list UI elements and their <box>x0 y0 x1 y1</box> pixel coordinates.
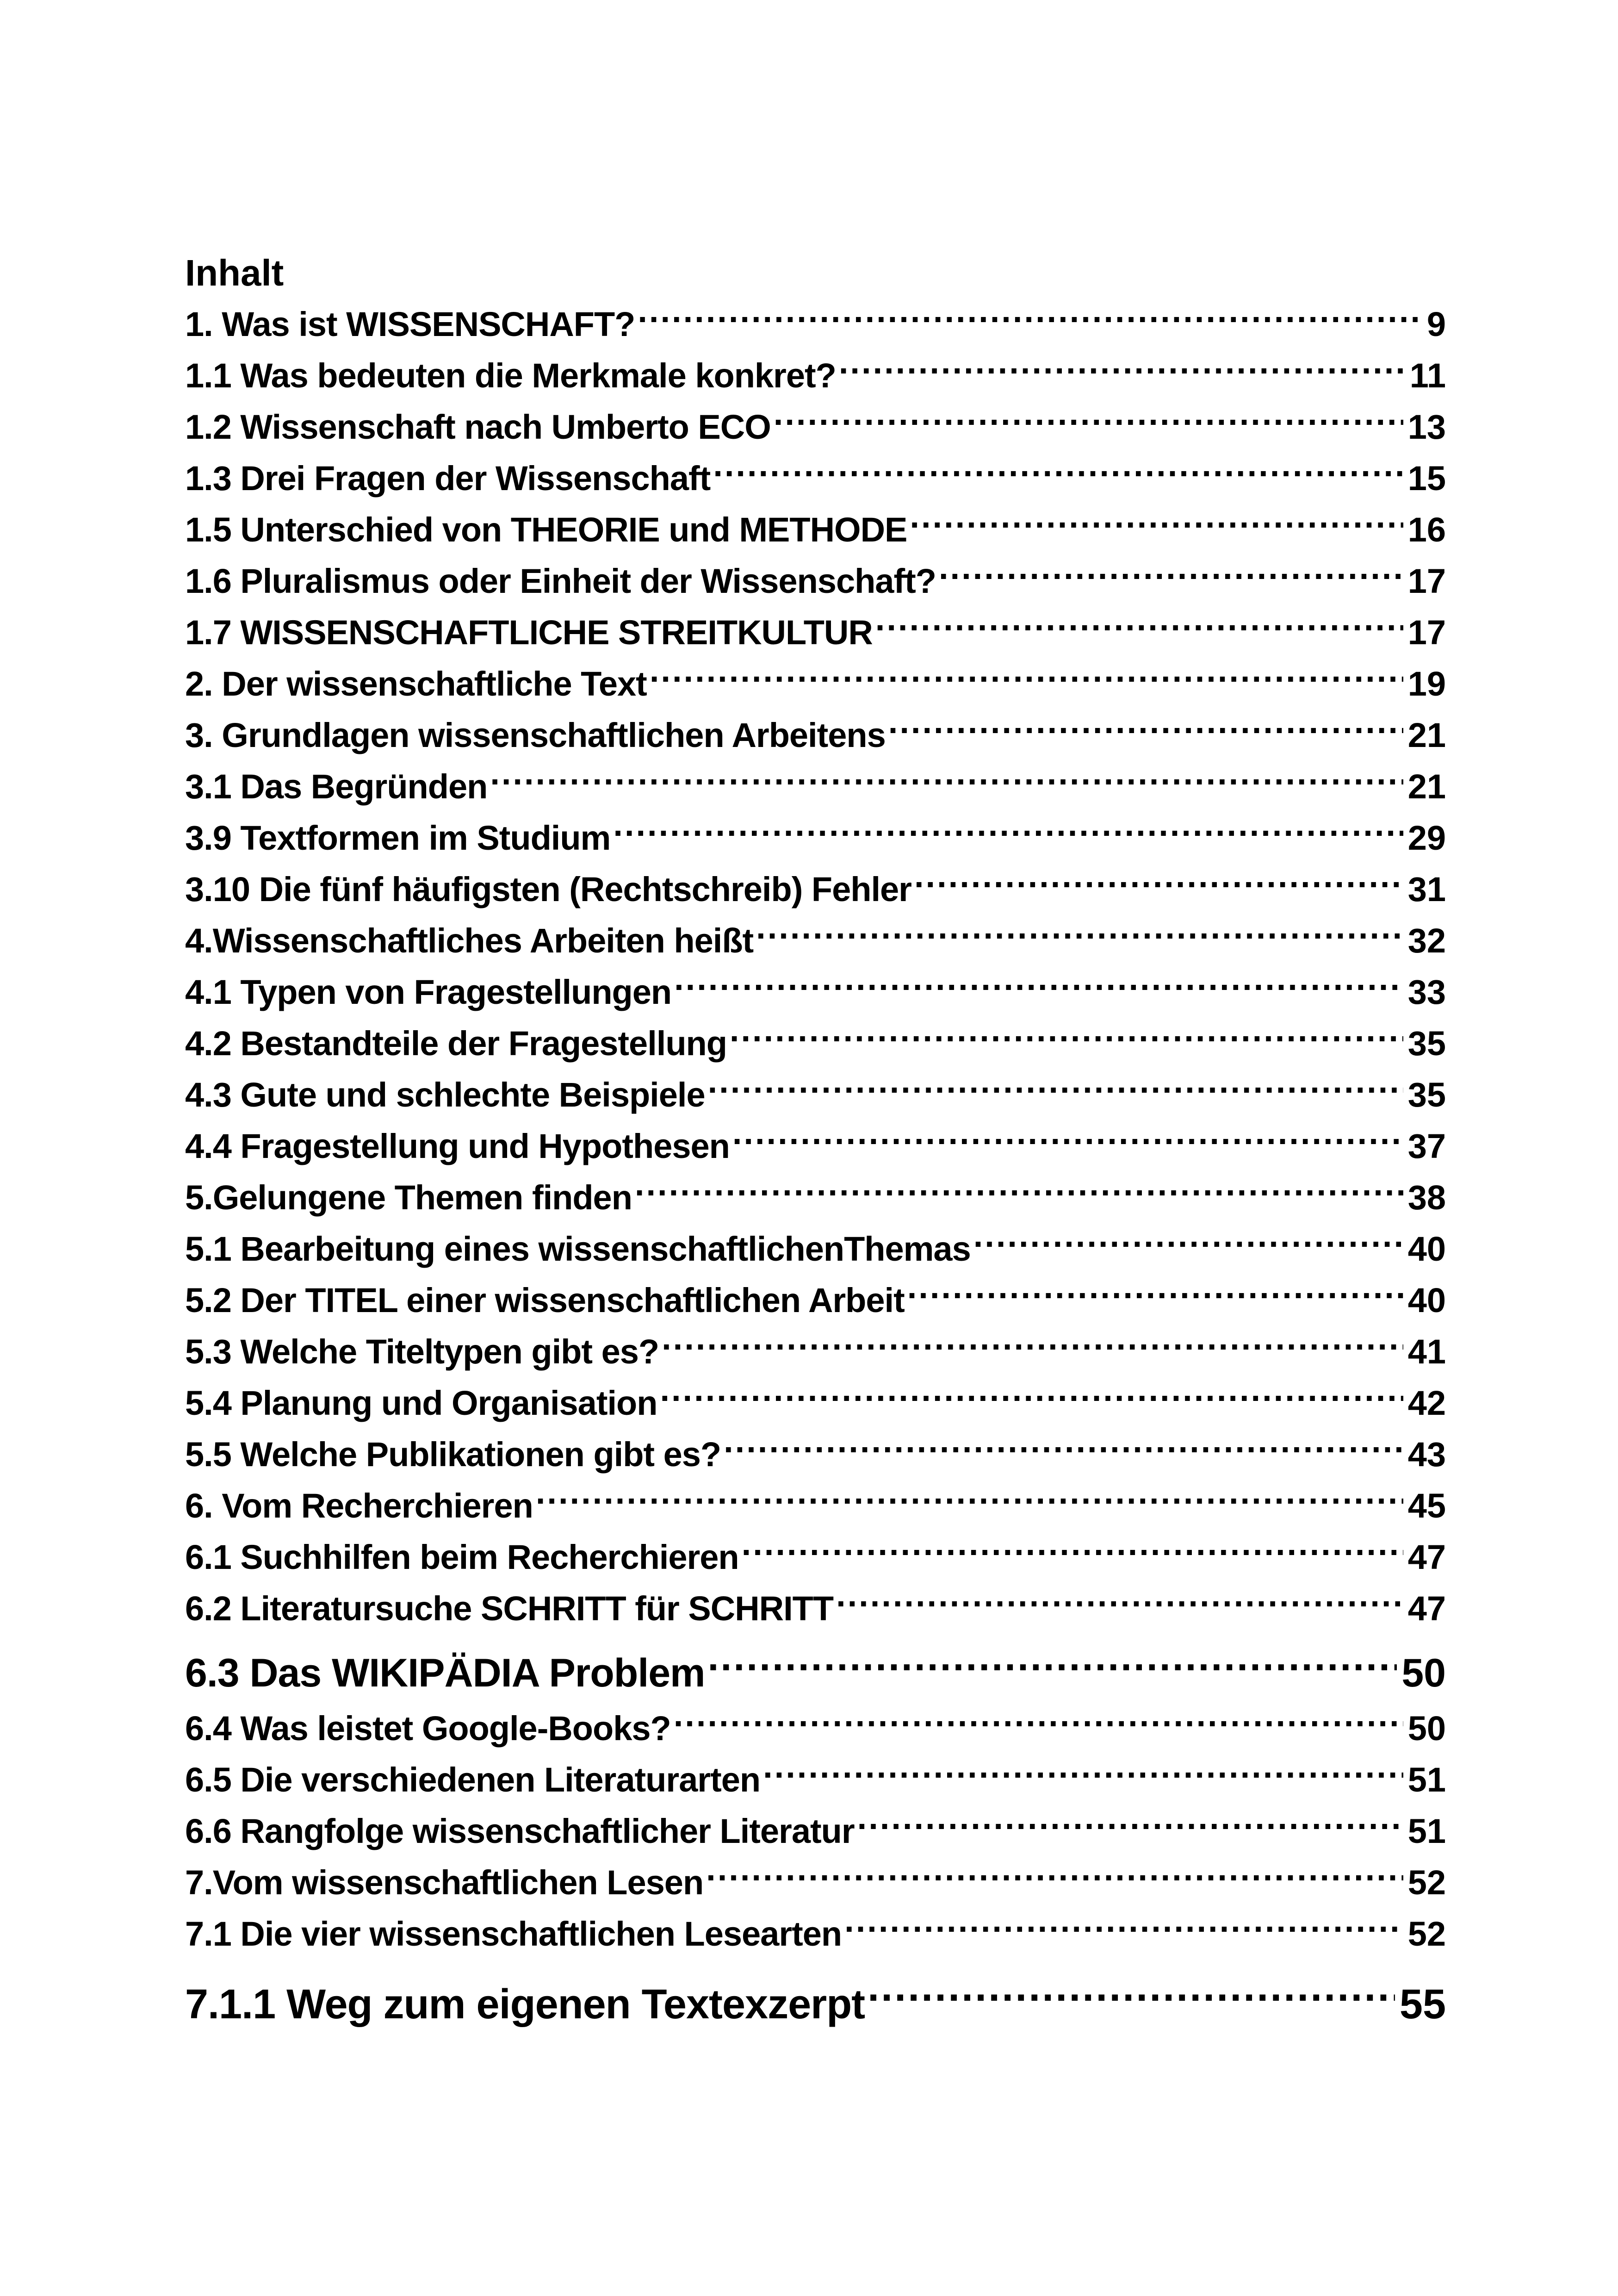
toc-entry[interactable] <box>185 761 1446 812</box>
toc-entry-page-number: 17 <box>1407 613 1446 652</box>
toc-entry[interactable] <box>185 709 1446 761</box>
dot-leader <box>708 1647 1397 1686</box>
toc-entry-title: 3.9 Textformen im Studium <box>185 819 611 857</box>
toc-entry[interactable] <box>185 1223 1446 1275</box>
toc-entry-title: 4.Wissenschaftliches Arbeiten heißt <box>185 921 754 960</box>
toc-entry-title: 1.3 Drei Fragen der Wissenschaft <box>185 459 711 498</box>
toc-entry-page-number: 47 <box>1407 1538 1446 1576</box>
toc-entry-title: 4.4 Fragestellung und Hypothesen <box>185 1127 730 1165</box>
toc-entry-title: 7.1.1 Weg zum eigenen Textexzerpt <box>185 1981 865 2028</box>
toc-entry[interactable] <box>185 401 1446 453</box>
toc-entry-title: 1.5 Unterschied von THEORIE und METHODE <box>185 510 907 549</box>
dot-leader <box>674 1706 1403 1740</box>
toc-entry-title: 6.5 Die verschiedenen Literaturarten <box>185 1761 761 1799</box>
dot-leader <box>857 1809 1403 1843</box>
toc-entry-page-number: 40 <box>1407 1281 1446 1319</box>
dot-leader <box>763 1757 1403 1792</box>
dot-leader <box>774 404 1403 439</box>
toc-entry-title: 6.6 Rangfolge wissenschaftlicher Literatur <box>185 1812 855 1850</box>
toc-entry-title: 3.1 Das Begründen <box>185 767 488 806</box>
toc-entry[interactable] <box>185 555 1446 607</box>
dot-leader <box>706 1860 1403 1894</box>
toc-entry-list <box>185 299 1446 2036</box>
toc-entry-page-number: 31 <box>1407 870 1446 908</box>
toc-entry[interactable] <box>185 1069 1446 1120</box>
dot-leader <box>724 1432 1403 1466</box>
toc-entry-page-number: 35 <box>1407 1024 1446 1063</box>
toc-entry-title: 4.3 Gute und schlechte Beispiele <box>185 1076 705 1114</box>
toc-entry[interactable] <box>185 453 1446 504</box>
toc-entry-title: 5.5 Welche Publikationen gibt es? <box>185 1435 721 1474</box>
toc-entry-title: 5.4 Planung und Organisation <box>185 1384 657 1422</box>
dot-leader <box>732 1124 1403 1158</box>
toc-entry[interactable] <box>185 812 1446 864</box>
toc-entry[interactable] <box>185 1531 1446 1583</box>
dot-leader <box>939 559 1403 593</box>
dot-leader <box>730 1021 1403 1055</box>
toc-entry-page-number: 37 <box>1407 1127 1446 1165</box>
toc-entry-title: 1.1 Was bedeuten die Merkmale konkret? <box>185 356 836 395</box>
toc-entry[interactable] <box>185 1908 1446 1960</box>
toc-entry-page-number: 21 <box>1407 716 1446 754</box>
dot-leader <box>836 1586 1403 1620</box>
dot-leader <box>839 353 1405 387</box>
toc-entry[interactable] <box>185 1429 1446 1480</box>
toc-entry-title: 6. Vom Recherchieren <box>185 1487 533 1525</box>
dot-leader <box>914 867 1403 901</box>
toc-entry-page-number: 11 <box>1409 356 1446 395</box>
toc-entry-page-number: 52 <box>1407 1915 1446 1953</box>
toc-entry-page-number: 21 <box>1407 767 1446 806</box>
toc-entry-page-number: 43 <box>1407 1435 1446 1474</box>
toc-entry-title: 6.4 Was leistet Google-Books? <box>185 1709 671 1748</box>
toc-heading: Inhalt <box>185 252 284 293</box>
toc-entry[interactable] <box>185 1857 1446 1908</box>
dot-leader <box>674 970 1403 1004</box>
toc-entry[interactable] <box>185 1805 1446 1857</box>
toc-entry[interactable] <box>185 1643 1446 1703</box>
toc-entry[interactable] <box>185 607 1446 658</box>
dot-leader <box>713 456 1403 490</box>
dot-leader <box>536 1483 1403 1518</box>
dot-leader <box>973 1226 1403 1261</box>
toc-entry[interactable] <box>185 864 1446 915</box>
toc-entry-page-number: 13 <box>1407 408 1446 446</box>
toc-entry-page-number: 15 <box>1407 459 1446 498</box>
toc-entry-title: 1.2 Wissenschaft nach Umberto ECO <box>185 408 771 446</box>
toc-entry-page-number: 16 <box>1407 510 1446 549</box>
toc-entry[interactable] <box>185 915 1446 966</box>
dot-leader <box>708 1072 1403 1107</box>
toc-entry-title: 4.1 Typen von Fragestellungen <box>185 973 672 1011</box>
toc-entry-page-number: 45 <box>1407 1487 1446 1525</box>
toc-entry[interactable] <box>185 1377 1446 1429</box>
dot-leader <box>888 713 1403 747</box>
toc-entry-page-number: 33 <box>1407 973 1446 1011</box>
dot-leader <box>635 1175 1403 1209</box>
toc-entry-title: 7.1 Die vier wissenschaftlichen Lesearten <box>185 1915 842 1953</box>
toc-entry-title: 6.1 Suchhilfen beim Recherchieren <box>185 1538 739 1576</box>
dot-leader <box>613 815 1403 850</box>
toc-entry-page-number: 19 <box>1407 665 1446 703</box>
toc-entry-page-number: 38 <box>1407 1178 1446 1217</box>
dot-leader <box>490 764 1403 798</box>
toc-entry-title: 3. Grundlagen wissenschaftlichen Arbeitens <box>185 716 886 754</box>
dot-leader <box>907 1278 1403 1312</box>
toc-entry-page-number: 55 <box>1399 1981 1446 2028</box>
dot-leader <box>650 661 1403 696</box>
toc-entry-title: 6.3 Das WIKIPÄDIA Problem <box>185 1651 705 1695</box>
toc-entry-page-number: 9 <box>1426 305 1446 343</box>
toc-entry-title: 5.Gelungene Themen finden <box>185 1178 632 1217</box>
toc-entry-page-number: 50 <box>1407 1709 1446 1748</box>
toc-entry[interactable] <box>185 1018 1446 1069</box>
dot-leader <box>910 507 1403 541</box>
toc-entry-page-number: 35 <box>1407 1076 1446 1114</box>
dot-leader <box>660 1381 1403 1415</box>
dot-leader <box>868 1977 1395 2018</box>
toc-entry[interactable] <box>185 299 1446 350</box>
toc-entry-title: 7.Vom wissenschaftlichen Lesen <box>185 1863 704 1902</box>
toc-entry-page-number: 42 <box>1407 1384 1446 1422</box>
toc-entry-page-number: 52 <box>1407 1863 1446 1902</box>
toc-entry-title: 1. Was ist WISSENSCHAFT? <box>185 305 635 343</box>
toc-entry-page-number: 17 <box>1407 562 1446 600</box>
toc-entry[interactable] <box>185 1973 1446 2036</box>
dot-leader <box>756 918 1403 952</box>
toc-entry-title: 2. Der wissenschaftliche Text <box>185 665 647 703</box>
toc-entry[interactable] <box>185 1583 1446 1634</box>
toc-entry[interactable] <box>185 1120 1446 1172</box>
toc-entry-title: 5.3 Welche Titeltypen gibt es? <box>185 1332 659 1371</box>
toc-entry[interactable] <box>185 1480 1446 1531</box>
dot-leader <box>844 1911 1403 1946</box>
table-of-contents <box>185 248 1446 2036</box>
toc-entry-title: 1.7 WISSENSCHAFTLICHE STREITKULTUR <box>185 613 873 652</box>
toc-entry[interactable] <box>185 1275 1446 1326</box>
toc-entry-page-number: 29 <box>1407 819 1446 857</box>
toc-entry-title: 1.6 Pluralismus oder Einheit der Wissenschaft? <box>185 562 936 600</box>
toc-entry-page-number: 41 <box>1407 1332 1446 1371</box>
toc-entry-title: 3.10 Die fünf häufigsten (Rechtschreib) Fehler <box>185 870 911 908</box>
toc-entry-title: 6.2 Literatursuche SCHRITT für SCHRITT <box>185 1589 834 1628</box>
toc-entry[interactable] <box>185 504 1446 555</box>
toc-entry-title: 4.2 Bestandteile der Fragestellung <box>185 1024 727 1063</box>
dot-leader <box>875 610 1403 644</box>
dot-leader <box>662 1329 1403 1363</box>
toc-entry-page-number: 40 <box>1407 1230 1446 1268</box>
toc-entry-page-number: 51 <box>1407 1812 1446 1850</box>
toc-entry[interactable] <box>185 1326 1446 1377</box>
toc-entry-page-number: 32 <box>1407 921 1446 960</box>
toc-entry[interactable] <box>185 350 1446 401</box>
toc-entry[interactable] <box>185 1754 1446 1805</box>
dot-leader <box>742 1535 1403 1569</box>
toc-entry[interactable] <box>185 658 1446 709</box>
dot-leader <box>638 302 1422 336</box>
toc-entry[interactable] <box>185 1703 1446 1754</box>
toc-entry[interactable] <box>185 966 1446 1018</box>
toc-entry-title: 5.2 Der TITEL einer wissenschaftlichen Arbeit <box>185 1281 905 1319</box>
toc-entry-page-number: 51 <box>1407 1761 1446 1799</box>
toc-entry-page-number: 50 <box>1401 1651 1446 1695</box>
toc-entry-page-number: 47 <box>1407 1589 1446 1628</box>
toc-entry-title: 5.1 Bearbeitung eines wissenschaftlichenThemas <box>185 1230 971 1268</box>
toc-entry[interactable] <box>185 1172 1446 1223</box>
